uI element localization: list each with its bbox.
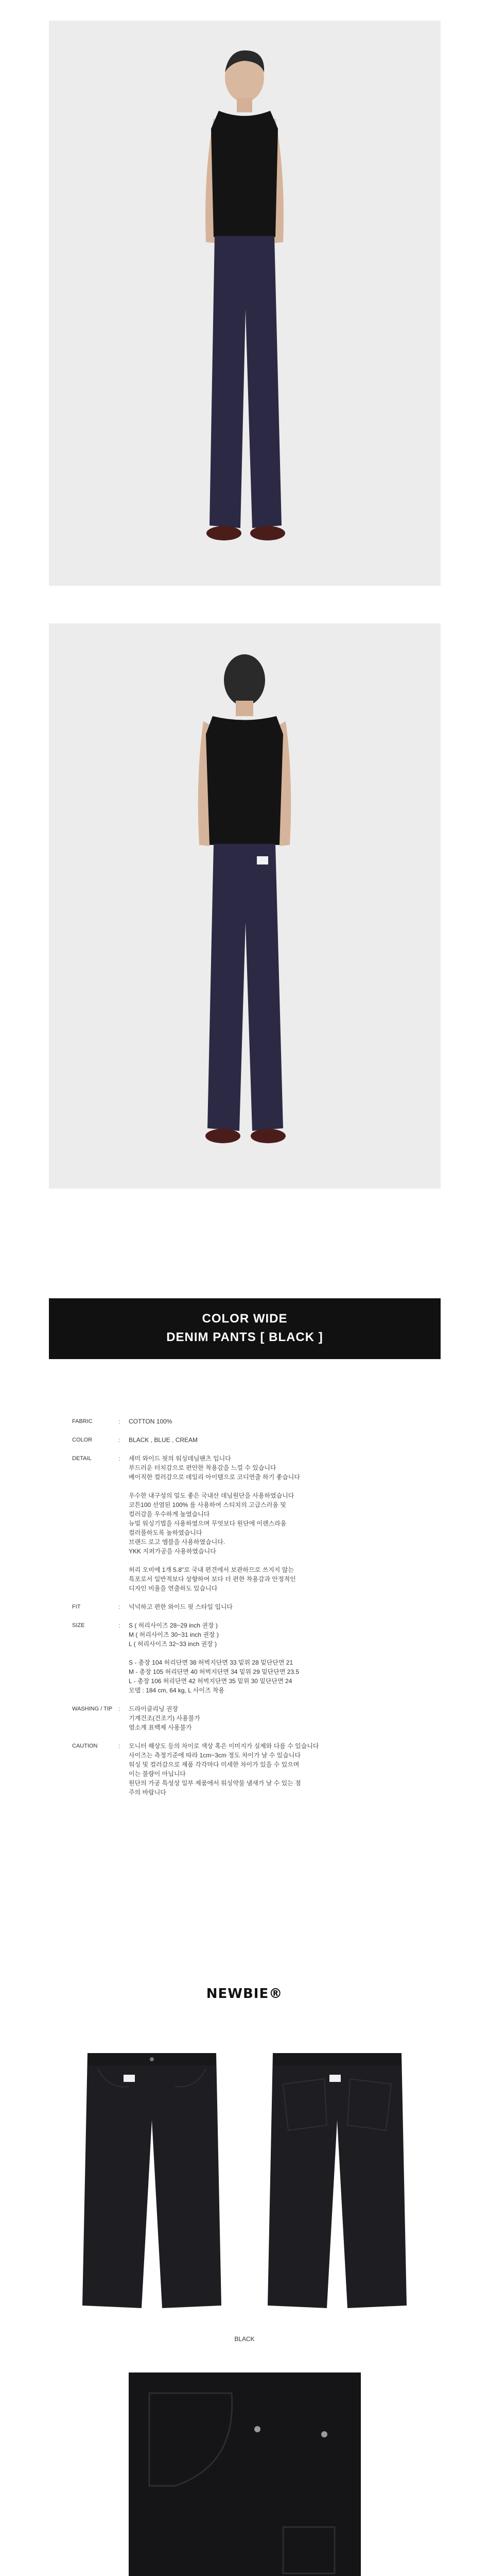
spec-label-detail: DETAIL bbox=[72, 1455, 92, 1462]
product-title-line1: COLOR WIDE bbox=[202, 1312, 288, 1326]
product-spec-table bbox=[72, 1417, 432, 1806]
model-back-photo bbox=[49, 623, 441, 1189]
spec-separator: : bbox=[118, 1603, 120, 1611]
detail-line: 컬러감을 우수하게 높였습니다 bbox=[129, 1511, 210, 1518]
size-line: S - 총장 104 허리단면 38 허벅지단면 33 밑위 28 밑단단면 21 bbox=[129, 1659, 293, 1666]
spec-row-fit bbox=[72, 1602, 432, 1612]
spec-separator: : bbox=[118, 1705, 120, 1713]
detail-line: 특포로서 일반적보다 상향하여 보다 더 편한 착용감과 안정적인 bbox=[129, 1575, 296, 1583]
spec-row-color bbox=[72, 1435, 432, 1445]
product-title-banner bbox=[49, 1298, 441, 1359]
spec-value-fit: 넉넉하고 편한 와이드 핏 스타일 입니다 bbox=[129, 1603, 233, 1611]
spec-label-caution: CAUTION bbox=[72, 1743, 98, 1749]
caution-line: 사이즈는 측정기준에 따라 1cm~3cm 정도 차이가 날 수 있습니다 bbox=[129, 1752, 301, 1759]
spec-separator: : bbox=[118, 1455, 120, 1462]
caution-line: 주의 바랍니다 bbox=[129, 1789, 166, 1796]
caution-line: 원단의 가공 특성상 일부 제품에서 워싱약물 냄새가 날 수 있는 점 bbox=[129, 1780, 301, 1787]
spec-row-washing bbox=[72, 1704, 432, 1732]
detail-line: 브랜드 로고 엠블을 사용하였습니다. bbox=[129, 1538, 225, 1546]
pocket-detail-illustration bbox=[129, 2372, 361, 2576]
pants-front-illustration bbox=[67, 2048, 237, 2311]
spec-value-fabric: COTTON 100% bbox=[129, 1418, 172, 1425]
spec-row-fabric bbox=[72, 1417, 432, 1426]
pants-back-illustration bbox=[252, 2048, 422, 2311]
detail-photo-pocket bbox=[129, 2372, 361, 2576]
size-line: M - 총장 105 허리단면 40 허벅지단면 34 밑위 29 밑단단면 23.5 bbox=[129, 1668, 300, 1675]
detail-line: YKK 지퍼가공을 사용하였습니다 bbox=[129, 1548, 216, 1555]
detail-line: 허리 오비에 1개 5.8"로 국내 편견에서 보관하므로 쓰지지 않는 bbox=[129, 1566, 294, 1573]
caution-line: 모니터 해상도 등의 차이로 색상 혹은 이미지가 실제와 다를 수 있습니다 bbox=[129, 1742, 319, 1750]
model-back-illustration bbox=[49, 623, 441, 1189]
spec-separator: : bbox=[118, 1436, 120, 1444]
detail-line: 우수한 내구성의 밀도 좋은 국내산 데님원단을 사용하였습니다 bbox=[129, 1492, 294, 1499]
detail-line: 코튼100 선염된 100% 를 사용하여 스티치의 고급스러움 및 bbox=[129, 1501, 286, 1509]
model-front-photo bbox=[49, 21, 441, 586]
spec-label-fit: FIT bbox=[72, 1604, 81, 1610]
detail-line: 컬러풀하도록 높하였습니다 bbox=[129, 1529, 202, 1536]
spec-label-fabric: FABRIC bbox=[72, 1418, 93, 1425]
detail-line: 디자인 비율을 연출하도 있습니다 bbox=[129, 1585, 218, 1592]
caution-line: 이는 불량이 아닙니다 bbox=[129, 1770, 186, 1777]
size-line: 모델 : 184 cm, 64 kg, L 사이즈 착용 bbox=[129, 1687, 225, 1694]
pants-back-flat bbox=[252, 2048, 422, 2311]
spec-label-size: SIZE bbox=[72, 1622, 85, 1629]
spec-row-detail bbox=[72, 1454, 432, 1593]
spec-label-washing: WASHING / TIP bbox=[72, 1706, 113, 1712]
detail-line: 부드러운 터치감으로 편안한 착용감을 느낄 수 있습니다 bbox=[129, 1464, 276, 1471]
spec-separator: : bbox=[118, 1418, 120, 1425]
washing-line: 기계건조(건조기) 사용불가 bbox=[129, 1715, 200, 1722]
spec-value-color: BLACK , BLUE , CREAM bbox=[129, 1436, 198, 1444]
spec-label-color: COLOR bbox=[72, 1437, 93, 1443]
model-front-illustration bbox=[49, 21, 441, 586]
washing-line: 드라이클리닝 권장 bbox=[129, 1705, 179, 1713]
size-line: M ( 허리사이즈 30~31 inch 권장 ) bbox=[129, 1631, 219, 1638]
spec-row-size bbox=[72, 1621, 432, 1695]
caution-line: 워싱 및 컬러감으로 제품 각각마다 미세한 차이가 있을 수 있으며 bbox=[129, 1761, 300, 1768]
spec-row-caution bbox=[72, 1741, 432, 1797]
detail-line: 뉴빌 워싱기법을 사용하였으며 무엇보다 원단에 이렌스라움 bbox=[129, 1520, 287, 1527]
pants-front-flat bbox=[67, 2048, 237, 2311]
spec-separator: : bbox=[118, 1742, 120, 1750]
spec-separator: : bbox=[118, 1622, 120, 1629]
color-caption: BLACK bbox=[234, 2335, 255, 2343]
detail-line: 베이직한 컬러감으로 데일리 아이템으로 코디연출 하기 좋습니다 bbox=[129, 1473, 300, 1481]
detail-line: 세미 와이드 핏의 워싱데님팬츠 입니다 bbox=[129, 1455, 231, 1462]
size-line: S ( 허리사이즈 28~29 inch 권장 ) bbox=[129, 1622, 218, 1629]
brand-logo: NEWBIE® bbox=[206, 1986, 283, 2002]
size-line: L - 총장 106 허리단면 42 허벅지단면 35 밑위 30 밑단단면 24 bbox=[129, 1677, 292, 1685]
product-title-line2: DENIM PANTS [ BLACK ] bbox=[166, 1330, 323, 1344]
washing-line: 염소계 표백제 사용불가 bbox=[129, 1724, 192, 1731]
size-line: L ( 허리사이즈 32~33 inch 권장 ) bbox=[129, 1640, 217, 1648]
